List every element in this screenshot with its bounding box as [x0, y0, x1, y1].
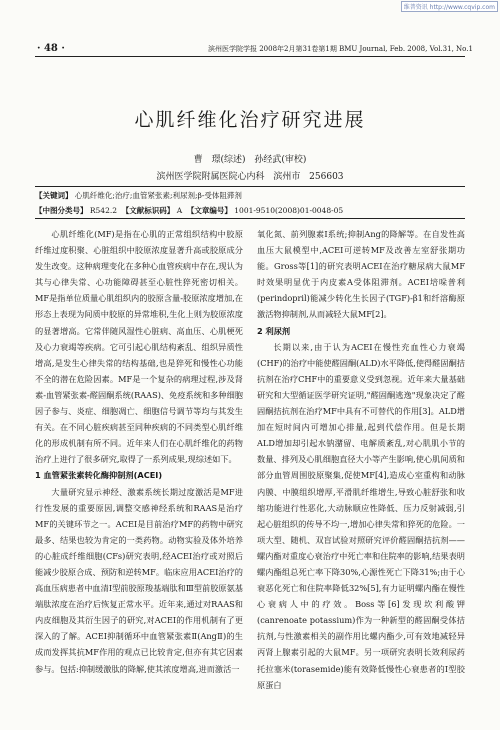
section-heading-diuretics: 2 利尿剂: [257, 325, 291, 336]
watermark: 维普资讯 http://www.cqvip.com: [401, 1, 498, 12]
section-heading-acei: 1 血管紧张素转化酶抑制剂(ACEI): [35, 470, 163, 481]
article-no-label: 【文章编号】: [186, 206, 232, 215]
right-column: [257, 226, 465, 693]
keywords-label: 【关键词】: [35, 191, 73, 200]
diuretics-paragraph: 长期以来,由于认为ACEI在慢性充血性心力衰竭(CHF)的治疗中能使醛固酮(ALD)水平降低,使得醛固酮拮抗剂在治疗CHF中的重要意义受到忽视。近年来大量基础研究和大型循证医学研究证明,"醛固酮逃逸"现象决定了醛固酮拮抗剂在治疗MF中具有不可替代的作用[3]。ALD增加在短时间内可增加心排量,起到代偿作用。但是长期ALD增加却引起水钠潴留、电解质紊乱,对心肌肌小节的数量、排列及心肌细胞直径大小等产生影响,使心肌间质和部分血管周围胶原聚集,促使MF[4],造成心室重构和动脉内膜、中膜组织增厚,平滑肌纤维增生,导致心脏舒张和收缩功能进行性恶化,大动脉顺应性降低、压力反射减弱,引起心脏组织的传导不均一,增加心律失常和猝死的危险。一项大型、随机、双盲试验对照研究评价醛固酮拮抗剂——螺内酯对重度心衰治疗中死亡率和住院率的影响,结果表明螺内酯组总死亡率下降30%,心源性死亡下降31%;由于心衰恶化死亡和住院率降低32%[5],有力证明螺内酯在慢性心衰病人中的疗效。Boss等[6]发现坎利酸钾(canrenoate potassium)作为一种新型的醛固酮受体拮抗剂,与性激素相关的副作用比螺内酯少,可有效地减轻异丙肾上腺素引起的大鼠MF。另一项研究表明长效利尿药托拉塞米(torasemide)能有效降低慢性心衰患者的Ⅰ型胶原蛋白: [257, 341, 465, 690]
acei-paragraph: 大量研究显示神经、激素系统长期过度激活是MF进行性发展的重要原因,调整交感神经系统和RAAS是治疗MF的关键环节之一。ACEI是目前治疗MF的药物中研究最多、结果也较为肯定的一类药物。动物实验及体外培养的心脏成纤维细胞(CFs)研究表明,经ACEI治疗或对照后能减少胶原合成、预防和逆转MF。临床应用ACEI治疗的高血压病患者中血清Ⅰ型前胶原羧基端肽和Ⅲ型前胶原氨基端肽浓度在治疗后恢复正常水平。近年来,通过对RAAS和内皮细胞及其衍生因子的研究,对ACEI的作用机制有了更深入的了解。ACEI抑制循环中血管紧张素Ⅱ(AngⅡ)的生成而发挥其抗MF作用的观点已比较肯定,但亦有其它因素参与。包括:抑制缓激肽的降解,使其浓度增高,进而激活一: [35, 486, 243, 674]
article-title: 心肌纤维化治疗研究进展: [134, 109, 366, 131]
meta-bottom-rule: [35, 218, 465, 219]
classification: R542.2: [89, 206, 118, 215]
classification-line: [35, 205, 343, 216]
keywords: 心肌纤维化;治疗;血管紧张素;利尿剂;β-受体阻滞剂: [74, 191, 242, 200]
classification-label: 【中图分类号】: [35, 206, 88, 215]
meta-rule: [35, 186, 465, 187]
article-no: 1001-9510(2008)01-0048-05: [234, 206, 344, 215]
left-column: [35, 226, 243, 677]
intro-paragraph: 心肌纤维化(MF)是指在心肌的正常组织结构中胶原纤维过度积聚、心脏组织中胶原浓度显著升高或胶原成分发生改变。这种病理变化在多种心血管疾病中存在,现认为其与心律失常、心功能障碍甚至心脏性猝死密切相关。MF是指单位质量心肌组织内的胶原含量-胶原浓度增加,在形态上表现为间质中胶原的异常堆积,生化上则为胶原浓度的显著增高。它常伴随风湿性心脏病、高血压、心肌梗死及心力衰竭等疾病。它可引起心肌结构紊乱、组织异质性增高,是发生心律失常的结构基础,也是猝死和慢性心功能不全的潜在危险因素。MF是一个复杂的病理过程,涉及肾素-血管紧张素-醛固酮系统(RAAS)、免疫系统和多种细胞因子参与、炎症、细胞凋亡、细胞信号调节等均与其发生有关。在不同心脏疾病甚至同种疾病的不同类型心肌纤维化的形成机制有所不同。近年来人们在心肌纤维化的药物治疗上进行了很多研究,取得了一系列成果,现综述如下。: [35, 229, 243, 465]
page-number: · 48 ·: [37, 43, 65, 54]
header-rule: [35, 56, 465, 57]
doc-code-label: 【文献标识码】: [121, 206, 175, 215]
journal-header: 滨州医学院学报 2008年2月第31卷第1期 BMU Journal, Feb. 2008, Vol.31, No.1: [208, 45, 473, 53]
keywords-line: [35, 190, 242, 201]
doc-code: A: [176, 206, 183, 215]
acei-continued-paragraph: 氧化氮、前列腺素Ⅰ系统;抑制Ang的降解等。在自发性高血压大鼠模型中,ACEI可逆转MF及改善左室舒张期功能。Gross等[1]的研究表明ACEI在治疗糖尿病大鼠MF时效果明显优于内皮素A受体阻滞剂。ACEI培哚普利(perindopril)能减少转化生长因子(TGF)-β1和纤溶酶原激活物抑制剂,从而减轻大鼠MF[2]。: [257, 229, 465, 320]
authors: 曹 璟(综述) 孙经武(审校): [193, 155, 307, 165]
affiliation: 滨州医学院附属医院心内科 滨州市 256603: [156, 172, 344, 182]
